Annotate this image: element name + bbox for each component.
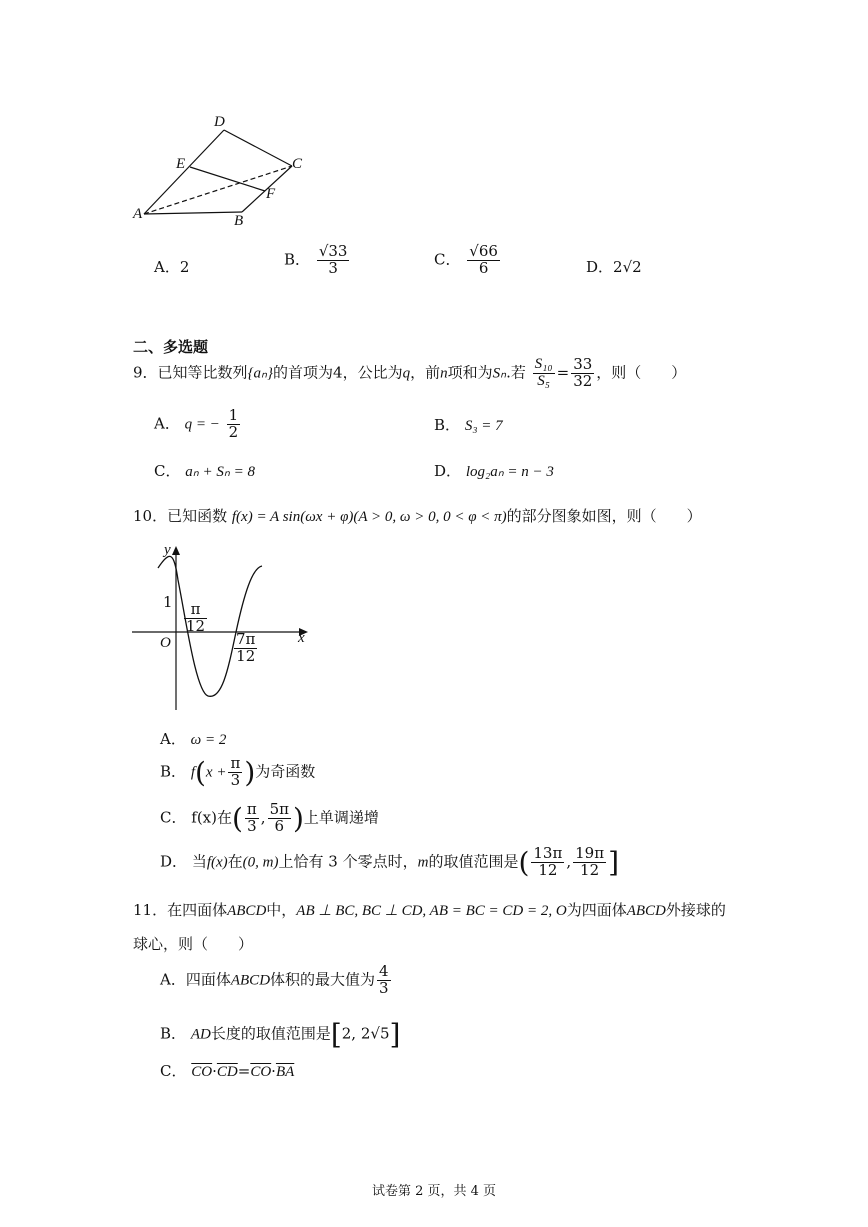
q8-option-d[interactable] (586, 256, 642, 277)
graph-tick-pi-12 (184, 602, 207, 635)
page-footer: 试卷第 2 页，共 4 页 (371, 1184, 497, 1199)
q10-text: 已知函数 (167, 507, 228, 525)
option-letter: C． (160, 808, 187, 827)
question-number: 9． (133, 363, 158, 382)
q9-sequence: {aₙ} (247, 365, 274, 382)
option-expr: aₙ + Sₙ = 8 (185, 464, 255, 480)
q11-text: 外接球的 (665, 901, 726, 919)
q11-text: 在四面体 (167, 901, 228, 919)
q9-eq: = (556, 363, 570, 382)
frac-num: π (230, 754, 241, 773)
q10-stem (133, 505, 702, 526)
question-number: 10． (133, 507, 168, 525)
graph-one-label: 1 (163, 593, 173, 611)
q11-stem (133, 899, 726, 920)
option-letter: B． (434, 416, 461, 434)
q9-stem (133, 357, 686, 390)
option-letter: B． (160, 762, 187, 781)
option-c-numerator: √66 (469, 242, 498, 260)
option-text: 上单调递增 (303, 808, 379, 827)
q11-option-c[interactable] (160, 1060, 294, 1081)
eq: = (237, 1062, 251, 1080)
q9-frac-den: S₅ (537, 372, 550, 389)
question-number: 11． (133, 901, 168, 919)
option-letter: C． (154, 462, 181, 480)
paren: ) (244, 756, 256, 789)
q9-option-a[interactable] (154, 408, 242, 441)
option-expr: log₂aₙ = n − 3 (465, 464, 554, 480)
vector: $\overline{CD}$ (216, 1064, 238, 1080)
q11-abcd: ABCD (227, 903, 267, 919)
option-letter: D． (160, 852, 188, 871)
q11-stem-line2: 球心，则（ ） (133, 935, 254, 953)
graph-x-label: x (298, 630, 305, 646)
tick-den: 12 (236, 646, 256, 665)
option-value: 2 (179, 258, 190, 276)
fig-label-E: E (176, 156, 186, 172)
frac-den: 6 (274, 817, 285, 835)
option-value: 2√2 (613, 258, 642, 276)
option-expr: x + (205, 764, 227, 781)
q11-option-b[interactable]: B． AD长度的取值范围是[2, 2√5] (160, 1018, 401, 1051)
option-c-denominator: 6 (478, 258, 489, 277)
q10-text: 的部分图象如图，则（ ） (506, 507, 702, 525)
frac-num: 1 (228, 406, 239, 424)
q10-sine-graph (128, 540, 318, 715)
option-expr: q = − (184, 416, 220, 433)
option-expr: AD (190, 1026, 211, 1043)
option-text: 在 (227, 852, 243, 871)
q11-abcd: ABCD (626, 903, 666, 919)
option-letter: D． (434, 462, 462, 480)
frac-num: 13π (533, 844, 563, 863)
option-expr: (0, m) (242, 854, 279, 871)
frac-den: 12 (538, 861, 558, 879)
q9-sn: Sₙ (492, 365, 507, 382)
option-text: 当 (191, 852, 207, 871)
q11-option-a[interactable] (160, 964, 393, 997)
option-letter: B． (160, 1024, 187, 1043)
option-letter: A． (154, 414, 180, 433)
frac-num: 5π (269, 800, 289, 819)
graph-origin: O (160, 635, 171, 651)
vector: $\overline{CO}$ (250, 1064, 272, 1080)
option-expr: f (190, 764, 195, 781)
q10-expr: f(x) = A sin(ωx + φ)(A > 0, ω > 0, 0 < φ < π) (231, 509, 507, 525)
q8-option-b[interactable] (284, 244, 351, 277)
fig-label-C: C (292, 156, 303, 172)
q9-text: ，则（ ） (596, 363, 687, 382)
graph-y-label: y (164, 542, 171, 558)
option-text: 为奇函数 (255, 762, 316, 781)
dot: · (212, 1062, 217, 1080)
option-letter: A． (160, 970, 186, 989)
option-letter: A． (160, 730, 186, 748)
q8-option-c[interactable] (434, 244, 502, 277)
q10-option-d[interactable]: D． 当f(x)在(0, m)上恰有 3 个零点时，m的取值范围是( $\frac{13\pi}{12}$ , $\frac{19\pi}{12}$ ] (160, 844, 620, 879)
frac-den: 12 (580, 861, 600, 879)
q9-option-c[interactable] (154, 460, 255, 481)
option-expr: ABCD (230, 972, 271, 989)
frac-num: π (246, 800, 257, 819)
section-title: 二、多选题 (133, 338, 209, 356)
q11-text: 中， (266, 901, 297, 919)
frac-den: 3 (230, 771, 241, 789)
option-text: 上恰有 3 个零点时， (278, 852, 418, 871)
option-expr: ω = 2 (190, 732, 227, 748)
option-letter: B． (284, 250, 311, 269)
frac-num: 19π (575, 844, 605, 863)
option-text: 四面体 (185, 970, 231, 989)
frac-den: 2 (228, 422, 239, 441)
vector: $\overline{BA}$ (275, 1064, 295, 1080)
tick-den: 12 (186, 616, 206, 635)
option-text: 长度的取值范围是 (210, 1024, 331, 1043)
q9-text: 的首项为4，公比为 (273, 363, 403, 382)
option-expr: 2, 2√5 (341, 1024, 390, 1043)
q9-text: .若 (506, 363, 526, 382)
q9-text: 项和为 (447, 363, 493, 382)
fig-label-D: D (214, 114, 225, 130)
option-b-numerator: √33 (318, 242, 348, 260)
q9-option-b[interactable] (434, 414, 503, 435)
option-b-denominator: 3 (328, 258, 338, 277)
fig-label-B: B (234, 213, 244, 229)
option-letter: A． (154, 258, 180, 276)
paren: ( (194, 756, 206, 789)
q11-text: 为四面体 (566, 901, 627, 919)
fig-label-A: A (133, 206, 143, 222)
frac-num: 4 (379, 962, 389, 980)
q9-ratio: q (402, 365, 411, 382)
option-letter: D． (586, 258, 614, 276)
option-text: 体积的最大值为 (270, 970, 376, 989)
q11-cond: AB ⊥ BC, BC ⊥ CD, AB = BC = CD = 2, O (296, 903, 567, 919)
option-letter: C． (434, 250, 461, 269)
q9-val-num: 33 (573, 355, 593, 373)
tick-num: 7π (236, 630, 256, 648)
tick-num: π (184, 602, 207, 619)
vector: $\overline{CO}$ (191, 1064, 213, 1080)
fig-label-F: F (266, 186, 276, 202)
q10-option-b[interactable] (160, 756, 315, 789)
option-text: 的取值范围是 (428, 852, 519, 871)
q9-frac-num: S₁₀ (534, 356, 553, 372)
graph-tick-7pi-12 (234, 632, 257, 665)
q9-text: ，前 (410, 363, 441, 382)
option-expr: f(x) (206, 854, 228, 871)
q9-text: 已知等比数列 (157, 363, 248, 382)
q8-option-a[interactable] (154, 256, 189, 277)
option-expr: m (417, 854, 429, 871)
q10-option-a[interactable] (160, 728, 226, 749)
q9-n: n (440, 365, 448, 382)
dot: · (271, 1062, 276, 1080)
option-expr: f(x)在 (191, 808, 232, 827)
option-letter: C． (160, 1062, 187, 1080)
q9-val-den: 32 (573, 371, 593, 390)
frac-den: 3 (247, 817, 257, 835)
q9-option-d[interactable] (434, 460, 554, 481)
frac-den: 3 (379, 978, 389, 997)
option-expr: S₃ = 7 (464, 418, 503, 434)
q10-option-c[interactable]: C． f(x)在( $\frac{\pi}{3}$ , $\frac{5\pi}{6}$ )上单调递增 (160, 800, 379, 835)
